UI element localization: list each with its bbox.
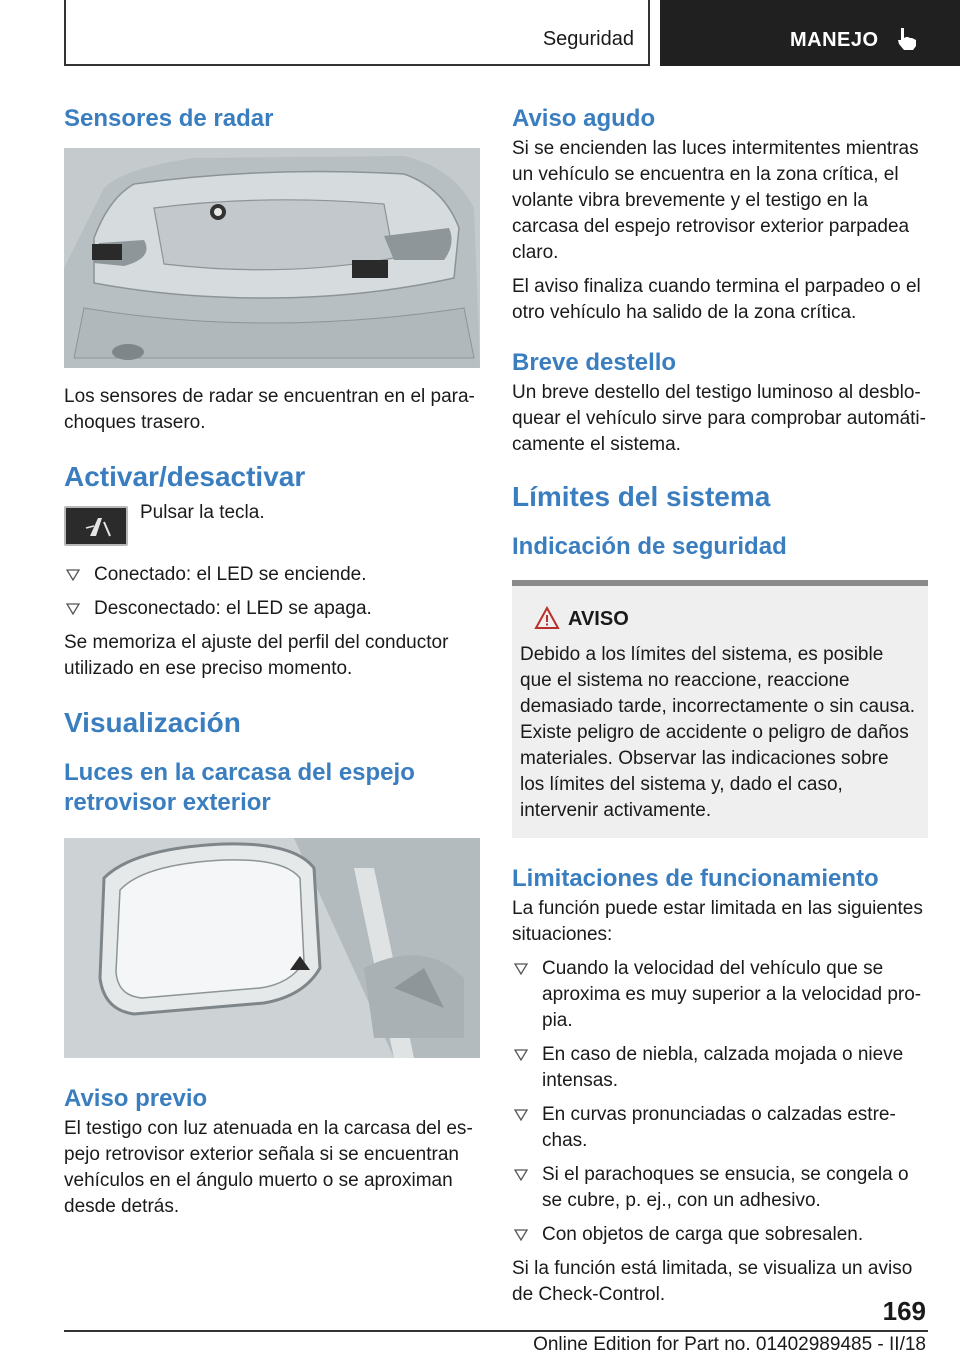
page-number: 169 [882, 1296, 926, 1326]
warning-text: Debido a los límites del sistema, es posible que el sistema no reaccione, reaccione demasiado tarde, incorrectamente o sin causa. Existe peligro de accidente o peligro de daños materiales. Observar las indicaciones sobre los límites del sistema y, dado el caso, intervenir activamente. [520, 644, 915, 821]
blind-spot-button-icon [64, 506, 128, 546]
heading-aviso-agudo: Aviso agudo [512, 105, 656, 132]
pulsar-tecla-text: Pulsar la tecla. [140, 502, 265, 523]
heading-limites-sistema: Límites del sistema [512, 481, 771, 512]
heading-breve-destello: Breve destello [512, 349, 677, 376]
triangle-bullet-icon [514, 963, 528, 975]
radar-caption: Los sensores de radar se encuentran en el parachoques trasero. [64, 386, 475, 433]
breve-destello-text: Un breve destello del testigo luminoso al desbloquear el vehículo sirve para comprobar automáticamente el sistema. [512, 382, 926, 455]
warning-box [512, 580, 928, 838]
aviso-previo-text: El testigo con luz atenuada en la carcasa del espejo retrovisor exterior señala si se encuentran vehículos en el ángulo muerto o se aproximan desde detrás. [64, 1118, 473, 1217]
header-section-box [64, 0, 650, 66]
memoriza-text: Se memoriza el ajuste del perfil del conductor utilizado en ese preciso momento. [64, 632, 449, 679]
radar-sensor-image [64, 148, 480, 368]
list-item: Si el parachoques se ensucia, se congela o se cubre, p. ej., con un adhesivo. [512, 1162, 928, 1214]
list-item: Con objetos de carga que sobresalen. [512, 1222, 928, 1248]
list-item: En caso de niebla, calzada mojada o nieve intensas. [512, 1042, 928, 1094]
header-chapter-tab [660, 0, 960, 66]
heading-sensores-radar: Sensores de radar [64, 105, 274, 132]
heading-activar-desactivar: Activar/desactivar [64, 461, 306, 492]
triangle-bullet-icon [514, 1109, 528, 1121]
footer-rule [64, 1330, 928, 1332]
footer-edition: Online Edition for Part no. 01402989485 - II/18 [533, 1334, 926, 1355]
triangle-bullet-icon [66, 603, 80, 615]
mirror-illustration [64, 838, 480, 1058]
warning-triangle-icon [534, 606, 560, 630]
mirror-image [64, 838, 480, 1058]
heading-aviso-previo: Aviso previo [64, 1085, 208, 1112]
left-column [64, 104, 480, 1228]
list-item: Desconectado: el LED se apaga. [64, 596, 480, 622]
aviso-agudo-text-1: Si se encienden las luces intermitentes mientras un vehículo se encuentra en la zona crítica, el volante vibra brevemente y el testigo en la carcasa del espejo retrovisor exterior parpadea claro. [512, 138, 919, 263]
header-section-title: Seguridad [542, 28, 634, 50]
warning-header [520, 606, 918, 636]
aviso-agudo-text-2: El aviso finaliza cuando termina el parpadeo o el otro vehículo ha salido de la zona crítica. [512, 276, 921, 323]
limitaciones-outro: Si la función está limitada, se visualiza un aviso de Check-Control. [512, 1258, 913, 1305]
triangle-bullet-icon [514, 1169, 528, 1181]
heading-indicacion-seguridad: Indicación de seguridad [512, 533, 787, 560]
limitaciones-intro: La función puede estar limitada en las siguientes situaciones: [512, 898, 923, 945]
list-item: En curvas pronunciadas o calzadas estrechas. [512, 1102, 928, 1154]
car-rear-illustration [64, 148, 480, 368]
triangle-bullet-icon [66, 569, 80, 581]
heading-limitaciones: Limitaciones de funcionamiento [512, 865, 879, 892]
list-item: Conectado: el LED se enciende. [64, 562, 480, 588]
warning-title: AVISO [568, 608, 629, 630]
triangle-bullet-icon [514, 1229, 528, 1241]
header-chapter-title: MANEJO [790, 29, 879, 51]
pointing-hand-icon [896, 26, 918, 52]
heading-visualizacion: Visualización [64, 707, 241, 738]
right-column [512, 104, 928, 1316]
heading-luces-carcasa: Luces en la carcasa del espejo retrovisor exterior [64, 759, 415, 816]
button-instruction [64, 500, 480, 544]
list-item: Cuando la velocidad del vehículo que se aproxima es muy superior a la velocidad propia. [512, 956, 928, 1034]
triangle-bullet-icon [514, 1049, 528, 1061]
